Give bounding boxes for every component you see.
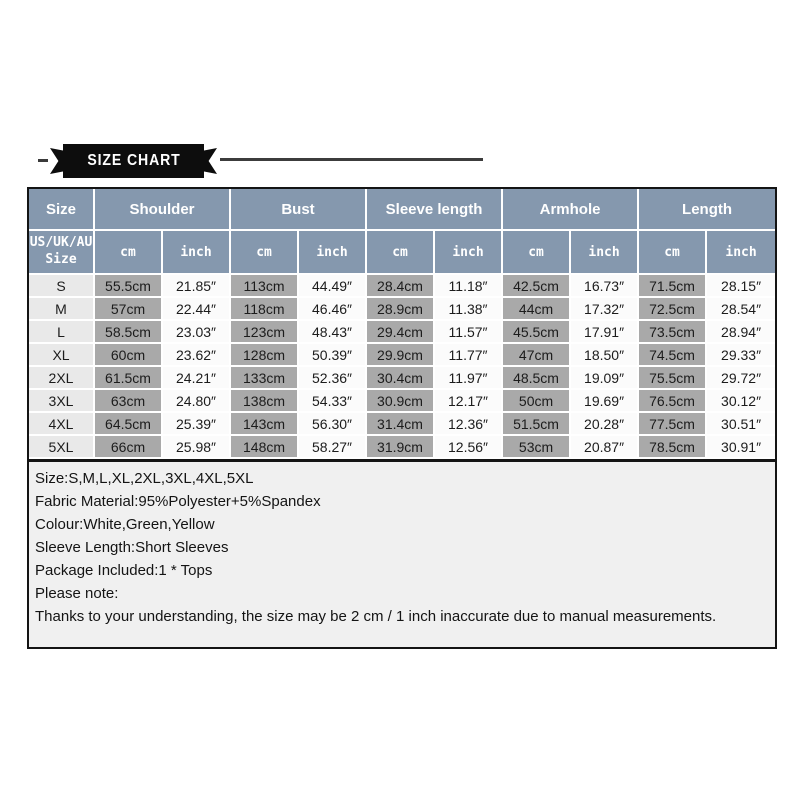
note-line: Fabric Material:95%Polyester+5%Spandex [35,493,321,510]
inch-value-cell: 17.91″ [571,321,639,344]
size-subheader-cell [29,231,95,275]
banner-left-dash [38,159,48,162]
cm-value-cell: 76.5cm [639,390,707,413]
inch-value-cell: 44.49″ [299,275,367,298]
inch-value-cell: 30.51″ [707,413,775,436]
note-line: Sleeve Length:Short Sleeves [35,539,229,556]
unit-header-inch: inch [571,231,639,275]
table-row [29,390,775,413]
table-row [29,413,775,436]
unit-header-cm: cm [503,231,571,275]
cm-value-cell: 78.5cm [639,436,707,459]
inch-value-cell: 11.18″ [435,275,503,298]
cm-value-cell: 29.4cm [367,321,435,344]
inch-value-cell: 11.57″ [435,321,503,344]
unit-header-cm: cm [95,231,163,275]
inch-value-cell: 17.32″ [571,298,639,321]
group-header-cell: Bust [231,189,367,231]
inch-value-cell: 25.39″ [163,413,231,436]
note-line: Please note: [35,585,119,602]
table-row [29,298,775,321]
note-line: Size:S,M,L,XL,2XL,3XL,4XL,5XL [35,470,254,487]
group-header-cell: Size [29,189,95,231]
cm-value-cell: 113cm [231,275,299,298]
cm-value-cell: 31.4cm [367,413,435,436]
cm-value-cell: 42.5cm [503,275,571,298]
cm-value-cell: 51.5cm [503,413,571,436]
cm-value-cell: 71.5cm [639,275,707,298]
cm-value-cell: 57cm [95,298,163,321]
cm-value-cell: 73.5cm [639,321,707,344]
inch-value-cell: 30.12″ [707,390,775,413]
size-chart-ribbon [63,144,204,178]
cm-value-cell: 128cm [231,344,299,367]
note-line: Package Included:1 * Tops [35,562,213,579]
inch-value-cell: 11.97″ [435,367,503,390]
size-subheader-line: Size [45,252,77,267]
group-header-cell: Length [639,189,775,231]
banner-rule [220,158,483,161]
size-cell: 2XL [29,367,95,390]
cm-value-cell: 148cm [231,436,299,459]
product-notes [29,459,775,647]
size-cell: 5XL [29,436,95,459]
unit-header-inch: inch [163,231,231,275]
inch-value-cell: 24.21″ [163,367,231,390]
inch-value-cell: 21.85″ [163,275,231,298]
cm-value-cell: 48.5cm [503,367,571,390]
cm-value-cell: 29.9cm [367,344,435,367]
inch-value-cell: 52.36″ [299,367,367,390]
cm-value-cell: 60cm [95,344,163,367]
inch-value-cell: 19.69″ [571,390,639,413]
inch-value-cell: 46.46″ [299,298,367,321]
inch-value-cell: 28.15″ [707,275,775,298]
table-row [29,275,775,298]
inch-value-cell: 18.50″ [571,344,639,367]
unit-header-cm: cm [231,231,299,275]
group-header-cell: Shoulder [95,189,231,231]
inch-value-cell: 29.72″ [707,367,775,390]
inch-value-cell: 20.28″ [571,413,639,436]
size-cell: 3XL [29,390,95,413]
group-header-cell: Sleeve length [367,189,503,231]
cm-value-cell: 44cm [503,298,571,321]
cm-value-cell: 47cm [503,344,571,367]
inch-value-cell: 11.38″ [435,298,503,321]
group-header-cell: Armhole [503,189,639,231]
cm-value-cell: 50cm [503,390,571,413]
cm-value-cell: 63cm [95,390,163,413]
inch-value-cell: 23.62″ [163,344,231,367]
size-cell: L [29,321,95,344]
size-cell: S [29,275,95,298]
unit-header-inch: inch [435,231,503,275]
cm-value-cell: 58.5cm [95,321,163,344]
inch-value-cell: 29.33″ [707,344,775,367]
cm-value-cell: 28.9cm [367,298,435,321]
size-cell: XL [29,344,95,367]
cm-value-cell: 77.5cm [639,413,707,436]
inch-value-cell: 28.54″ [707,298,775,321]
size-table-sheet [27,187,777,649]
cm-value-cell: 53cm [503,436,571,459]
cm-value-cell: 75.5cm [639,367,707,390]
unit-header-cm: cm [367,231,435,275]
size-subheader-line: US/UK/AU [29,235,93,251]
cm-value-cell: 118cm [231,298,299,321]
size-cell: 4XL [29,413,95,436]
inch-value-cell: 12.56″ [435,436,503,459]
note-line: Thanks to your understanding, the size may be 2 cm / 1 inch inaccurate due to manual measurements. [35,608,717,625]
table-row [29,321,775,344]
unit-header-inch: inch [299,231,367,275]
cm-value-cell: 123cm [231,321,299,344]
inch-value-cell: 11.77″ [435,344,503,367]
cm-value-cell: 45.5cm [503,321,571,344]
cm-value-cell: 61.5cm [95,367,163,390]
inch-value-cell: 20.87″ [571,436,639,459]
inch-value-cell: 22.44″ [163,298,231,321]
cm-value-cell: 30.9cm [367,390,435,413]
cm-value-cell: 72.5cm [639,298,707,321]
inch-value-cell: 23.03″ [163,321,231,344]
table-row [29,344,775,367]
unit-header-inch: inch [707,231,775,275]
cm-value-cell: 28.4cm [367,275,435,298]
inch-value-cell: 50.39″ [299,344,367,367]
inch-value-cell: 19.09″ [571,367,639,390]
inch-value-cell: 16.73″ [571,275,639,298]
cm-value-cell: 143cm [231,413,299,436]
cm-value-cell: 55.5cm [95,275,163,298]
inch-value-cell: 30.91″ [707,436,775,459]
cm-value-cell: 74.5cm [639,344,707,367]
inch-value-cell: 12.17″ [435,390,503,413]
cm-value-cell: 138cm [231,390,299,413]
ribbon-band [63,144,204,178]
note-line: Colour:White,Green,Yellow [35,516,215,533]
inch-value-cell: 12.36″ [435,413,503,436]
unit-header-cm: cm [639,231,707,275]
table-row [29,436,775,459]
inch-value-cell: 58.27″ [299,436,367,459]
cm-value-cell: 133cm [231,367,299,390]
inch-value-cell: 54.33″ [299,390,367,413]
inch-value-cell: 28.94″ [707,321,775,344]
cm-value-cell: 66cm [95,436,163,459]
size-cell: M [29,298,95,321]
table-row [29,367,775,390]
inch-value-cell: 56.30″ [299,413,367,436]
cm-value-cell: 30.4cm [367,367,435,390]
banner-title: SIZE CHART [86,152,181,169]
inch-value-cell: 48.43″ [299,321,367,344]
cm-value-cell: 64.5cm [95,413,163,436]
inch-value-cell: 25.98″ [163,436,231,459]
cm-value-cell: 31.9cm [367,436,435,459]
size-table [29,189,775,459]
inch-value-cell: 24.80″ [163,390,231,413]
